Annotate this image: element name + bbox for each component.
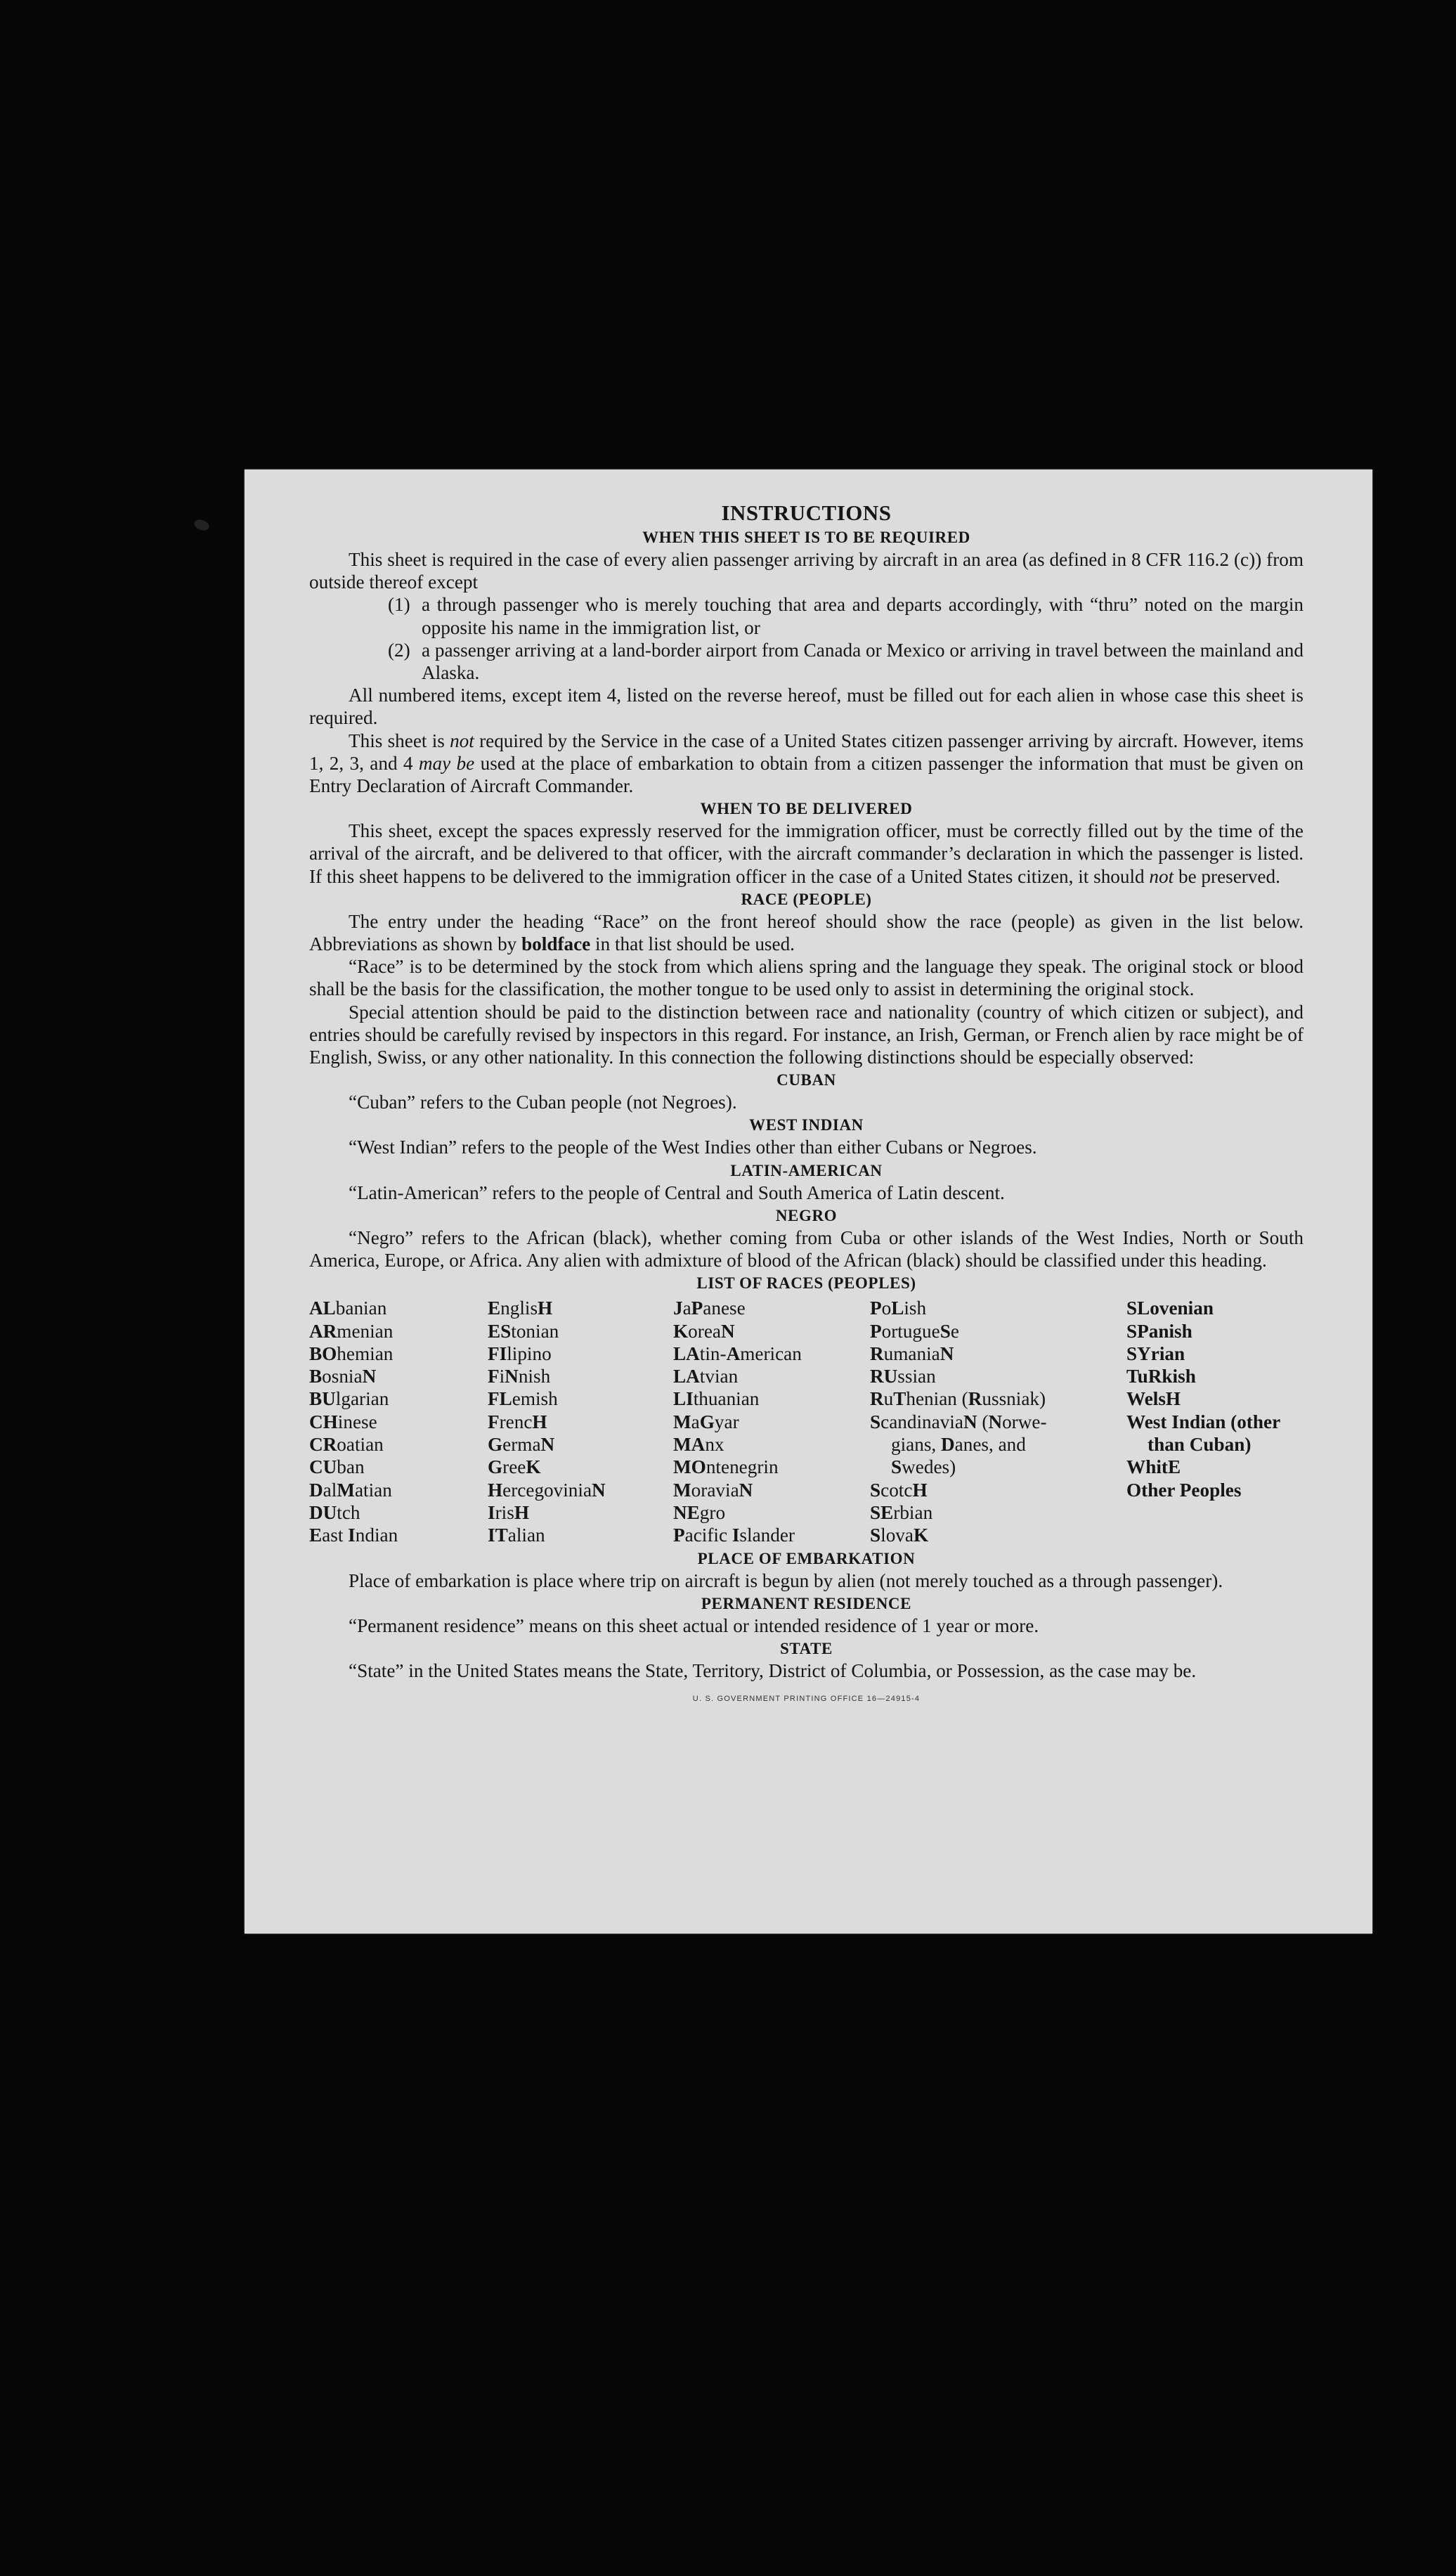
race-column-2 [488, 1297, 673, 1546]
heading-latin-american: LATIN-AMERICAN [730, 1161, 883, 1179]
citizen-text-c: used at the place of embarkation to obtain from a citizen passenger the information that must be given on Entry Declaration of Aircraft Commander. [309, 752, 1304, 797]
race-entry: ARmenian [309, 1320, 394, 1342]
race-list [309, 1297, 1304, 1546]
race-entry: BOhemian [309, 1342, 394, 1364]
race-entry: BosniaN [309, 1366, 377, 1387]
delivered-emphasis-not: not [1149, 865, 1174, 887]
paragraph-west-indian: “West Indian” refers to the people of the West Indies other than either Cubans or Negroes. [349, 1137, 1037, 1158]
race-entry: MoraviaN [673, 1479, 753, 1501]
heading-race: RACE (PEOPLE) [741, 890, 872, 908]
race-entry: GermaN [488, 1434, 555, 1456]
race-entry: FiNnish [488, 1366, 551, 1387]
race-entry: HercegoviniaN [488, 1479, 606, 1501]
race-entry: FLemish [488, 1388, 558, 1410]
race-entry: West Indian (other [1126, 1411, 1281, 1432]
item-text: a passenger arriving at a land-border airport from Canada or Mexico or arriving in travel between the mainland and Alaska. [422, 639, 1304, 684]
heading-when-delivered: WHEN TO BE DELIVERED [700, 800, 913, 818]
race-entry: WhitE [1126, 1456, 1181, 1478]
race-entry: LAtvian [673, 1366, 739, 1387]
race-entry: PortugueSe [870, 1320, 959, 1342]
delivered-text-a: This sheet, except the spaces expressly reserved for the immigration officer, must be correctly filled out by the time of the arrival of the aircraft, and be delivered to that officer, with the aircraft commander’s declaration in which the passenger is listed. If this sheet happens to be delivered to the immigration officer in the case of a United States citizen, it should [309, 820, 1304, 887]
heading-state: STATE [779, 1639, 833, 1657]
race-entry: SLovenian [1126, 1297, 1214, 1319]
race-text-a: The entry under the heading “Race” on the front hereof should show the race (people) as given in the list below. Abbreviations as shown by [309, 910, 1304, 955]
citizen-emphasis-not: not [450, 730, 474, 751]
race-entry: DalMatian [309, 1479, 392, 1501]
heading-negro: NEGRO [775, 1206, 838, 1224]
race-entry: CUban [309, 1456, 365, 1478]
heading-list-of-races: LIST OF RACES (PEOPLES) [696, 1274, 916, 1293]
race-entry: ALbanian [309, 1297, 387, 1319]
paragraph-latin-american: “Latin-American” refers to the people of Central and South America of Latin descent. [349, 1182, 1005, 1203]
race-entry: NEgro [673, 1501, 726, 1523]
race-entry: SYrian [1126, 1342, 1185, 1364]
race-entry: MOntenegrin [673, 1456, 779, 1478]
page-title: INSTRUCTIONS [721, 500, 892, 525]
item-number: (1) [388, 594, 410, 616]
race-text-b: in that list should be used. [595, 933, 795, 955]
race-entry: LIthuanian [673, 1388, 760, 1410]
paragraph-state: “State” in the United States means the State, Territory, District of Columbia, or Possession, as the case may be. [349, 1659, 1197, 1681]
paragraph-citizen [309, 730, 1304, 798]
paragraph-required-intro: This sheet is required in the case of every alien passenger arriving by aircraft in an area (as defined in 8 CFR 116.2 (c)) from outside thereof except [309, 549, 1304, 593]
paragraph-negro: “Negro” refers to the African (black), whether coming from Cuba or other islands of the West Indies, North or South America, Europe, or Africa. Any alien with admixture of blood of the African (black) should be classified under this heading. [309, 1226, 1304, 1271]
race-entry: MAnx [673, 1434, 724, 1456]
race-entry: LAtin-American [673, 1342, 802, 1364]
race-entry: ITalian [488, 1525, 545, 1546]
race-entry: RUssian [870, 1366, 936, 1387]
item-text: a through passenger who is merely touching that area and departs accordingly, with “thru” noted on the margin opposite his name in the immigration list, or [422, 594, 1304, 638]
list-item [388, 593, 1304, 638]
race-entry-continuation: Swedes) [891, 1456, 956, 1478]
race-entry: PoLish [870, 1297, 927, 1319]
race-entry: Other Peoples [1126, 1479, 1242, 1501]
paragraph-embarkation: Place of embarkation is place where trip on aircraft is begun by alien (not merely touched as a through passenger). [349, 1569, 1223, 1591]
race-entry: GreeK [488, 1456, 541, 1478]
race-entry: RumaniaN [870, 1342, 954, 1364]
race-entry: TuRkish [1126, 1366, 1196, 1387]
race-entry: IrisH [488, 1501, 529, 1523]
heading-residence: PERMANENT RESIDENCE [701, 1594, 912, 1612]
heading-west-indian: WEST INDIAN [749, 1116, 864, 1134]
race-entry: FIlipino [488, 1342, 552, 1364]
heading-embarkation: PLACE OF EMBARKATION [697, 1549, 916, 1567]
race-entry: RuThenian (Russniak) [870, 1388, 1046, 1410]
race-entry: SErbian [870, 1501, 933, 1523]
race-entry: KoreaN [673, 1320, 735, 1342]
ink-smudge [193, 518, 210, 533]
race-entry: JaPanese [673, 1297, 746, 1319]
race-entry: EnglisH [488, 1297, 553, 1319]
race-entry: SPanish [1126, 1320, 1192, 1342]
race-column-5 [1126, 1297, 1304, 1546]
race-entry-continuation: than Cuban) [1148, 1434, 1252, 1456]
race-entry: FrencH [488, 1411, 547, 1432]
race-entry: ScandinaviaN (Norwe- [870, 1411, 1047, 1432]
heading-when-required: WHEN THIS SHEET IS TO BE REQUIRED [642, 529, 970, 546]
race-column-3 [673, 1297, 870, 1546]
race-entry: SlovaK [870, 1525, 929, 1546]
race-entry: CRoatian [309, 1434, 384, 1456]
race-entry: EStonian [488, 1320, 559, 1342]
heading-cuban: CUBAN [776, 1071, 836, 1089]
race-entry: MaGyar [673, 1411, 739, 1432]
item-number: (2) [388, 639, 410, 661]
paragraph-cuban: “Cuban” refers to the Cuban people (not Negroes). [349, 1092, 737, 1113]
race-column-1 [309, 1297, 488, 1546]
race-column-4 [870, 1297, 1126, 1546]
race-entry: WelsH [1126, 1388, 1181, 1410]
citizen-text-b: required by the Service in the case of a United States citizen passenger arriving by aircraft. However, items 1, 2, 3, and 4 [309, 730, 1304, 774]
paragraph-race-entry [309, 910, 1304, 955]
race-entry: East Indian [309, 1525, 398, 1546]
race-entry: CHinese [309, 1411, 377, 1432]
paragraph-race-stock: “Race” is to be determined by the stock from which aliens spring and the language they speak. The original stock or blood shall be the basis for the classification, the mother tongue to be used only to assist in determining the original stock. [309, 956, 1304, 1000]
instruction-sheet [245, 470, 1372, 1934]
paragraph-race-nationality: Special attention should be paid to the distinction between race and nationality (country of which citizen or subject), and entries should be carefully revised by inspectors in this regard. For instance, an Irish, German, or French alien by race might be of English, Swiss, or any other nationality. In this connection the following distinctions should be especially observed: [309, 1001, 1304, 1068]
race-entry: Pacific Islander [673, 1525, 795, 1546]
race-entry: BUlgarian [309, 1388, 389, 1410]
race-entry-continuation: gians, Danes, and [891, 1434, 1026, 1456]
race-emphasis-boldface: boldface [521, 933, 591, 955]
citizen-emphasis-maybe: may be [418, 752, 475, 774]
race-entry: DUtch [309, 1501, 360, 1523]
paragraph-delivered [309, 820, 1304, 888]
list-item [388, 639, 1304, 684]
printing-office-imprint: U. S. GOVERNMENT PRINTING OFFICE 16—24915-4 [692, 1695, 921, 1704]
race-entry: ScotcH [870, 1479, 928, 1501]
delivered-text-b: be preserved. [1178, 865, 1280, 887]
paragraph-residence: “Permanent residence” means on this sheet actual or intended residence of 1 year or more. [349, 1614, 1039, 1636]
paragraph-numbered-items: All numbered items, except item 4, listed on the reverse hereof, must be filled out for each alien in whose case this sheet is required. [309, 685, 1304, 729]
citizen-text-a: This sheet is [349, 730, 445, 751]
